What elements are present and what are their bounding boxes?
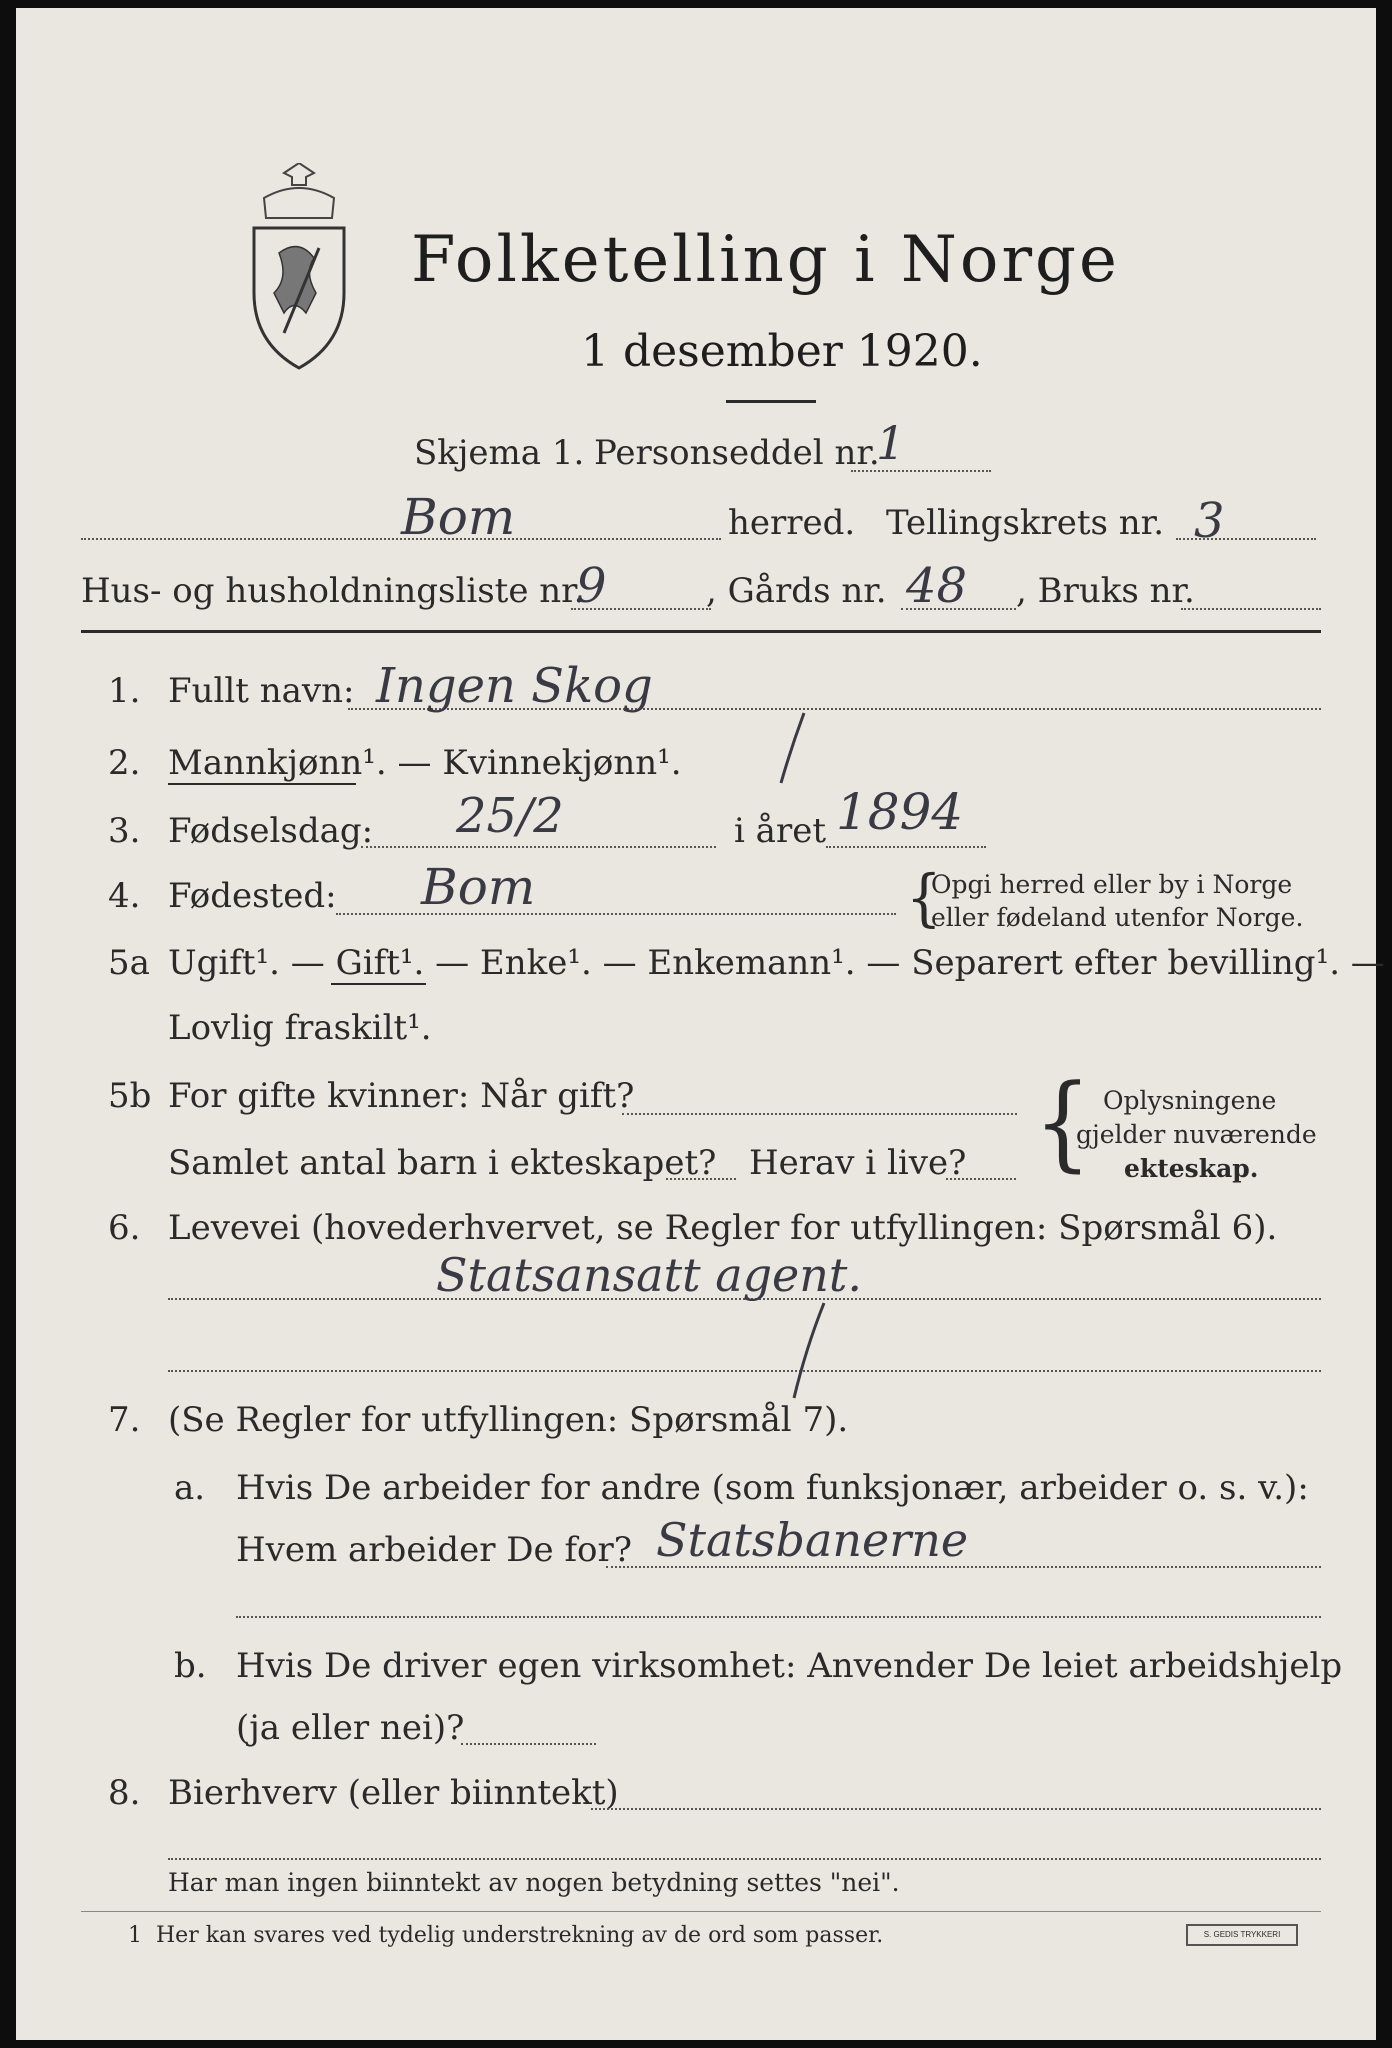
personseddel-line (851, 470, 991, 472)
q5b-line1 (622, 1113, 1017, 1115)
q5a-number: 5a (108, 943, 150, 983)
footnote-mark: 1 (128, 1923, 142, 1948)
census-date: 1 desember 1920. (581, 326, 983, 377)
q3-number: 3. (108, 811, 141, 851)
hus-label: Hus- og husholdningsliste nr. (81, 571, 585, 611)
q1-label: Fullt navn: (168, 671, 355, 711)
title-divider (726, 400, 816, 403)
q8-number: 8. (108, 1773, 141, 1813)
q6-number: 6. (108, 1208, 141, 1248)
q7b-text: Hvis De driver egen virksomhet: Anvender De leiet arbeidshjelp (236, 1646, 1343, 1686)
q4-note1: Opgi herred eller by i Norge (931, 870, 1293, 899)
q3-line (361, 846, 716, 848)
q5b-label1: For gifte kvinner: Når gift? (168, 1076, 635, 1116)
q7a-value: Statsbanerne (656, 1513, 969, 1567)
q5b-note1: Oplysningene (1103, 1086, 1277, 1115)
tellingskrets-label: Tellingskrets nr. (886, 503, 1165, 543)
personseddel-label: Personseddel nr. (594, 433, 880, 473)
q8-label: Bierhverv (eller biinntekt) (168, 1773, 619, 1813)
q5a-line1: Ugift¹. — Gift¹. — Enke¹. — Enkemann¹. — Separert efter bevilling¹. — (168, 943, 1385, 983)
q6-value: Statsansatt agent. (436, 1248, 863, 1302)
q4-brace: { (906, 862, 942, 935)
form-title: Folketelling i Norge (411, 223, 1120, 297)
q5a-line2: Lovlig fraskilt¹. (168, 1008, 432, 1048)
gards-label: , Gårds nr. (706, 571, 887, 611)
herred-value: Bom (401, 488, 516, 546)
q7a-text: Hvis De arbeider for andre (som funksjonær, arbeider o. s. v.): (236, 1468, 1309, 1508)
q8-line1 (591, 1808, 1321, 1810)
q5b-note3: ekteskap. (1124, 1154, 1259, 1183)
q5b-line2 (666, 1178, 736, 1180)
q5b-note2: gjelder nuværende (1076, 1120, 1317, 1149)
personseddel-value: 1 (876, 416, 906, 470)
q2-check-mark (766, 708, 816, 788)
coat-of-arms-icon (244, 163, 354, 373)
q2-number: 2. (108, 743, 141, 783)
bruks-line (1181, 608, 1321, 610)
q2-label: Mannkjønn¹. — Kvinnekjønn¹. (168, 743, 682, 783)
q7a-question: Hvem arbeider De for? (236, 1530, 632, 1570)
q1-number: 1. (108, 671, 141, 711)
q4-value: Bom (421, 858, 536, 916)
q5a-underline (331, 983, 426, 985)
q7b-letter: b. (174, 1646, 207, 1686)
q3-year-label: i året (734, 811, 826, 851)
hus-value: 9 (576, 558, 607, 614)
q7a-letter: a. (174, 1468, 206, 1508)
q5b-label2: Samlet antal barn i ekteskapet? (168, 1143, 717, 1183)
q6-line2 (168, 1370, 1321, 1372)
gards-value: 48 (906, 558, 968, 614)
q3-year-value: 1894 (836, 783, 964, 841)
q7-number: 7. (108, 1400, 141, 1440)
herred-label: herred. (728, 503, 856, 543)
q7b-question: (ja eller nei)? (236, 1708, 465, 1748)
header-rule (81, 630, 1321, 633)
q2-underline (168, 783, 356, 785)
skjema-label: Skjema 1. (414, 433, 585, 473)
q6-check-mark (776, 1298, 836, 1408)
q8-line2 (168, 1858, 1321, 1860)
q5b-line3 (946, 1178, 1016, 1180)
q5b-label3: Herav i live? (749, 1143, 967, 1183)
q4-number: 4. (108, 876, 141, 916)
q5b-number: 5b (108, 1076, 152, 1116)
bruks-label: , Bruks nr. (1016, 571, 1195, 611)
q3-label: Fødselsdag: (168, 811, 374, 851)
q3-year-line (826, 846, 986, 848)
footer-note: Har man ingen biinntekt av nogen betydning settes "nei". (168, 1868, 900, 1897)
q7b-line (461, 1743, 596, 1745)
q5b-brace: { (1034, 1062, 1092, 1183)
footnote-text: Her kan svares ved tydelig understrekning av de ord som passer. (156, 1923, 884, 1948)
footer-rule (81, 1911, 1321, 1912)
q6-label: Levevei (hovederhvervet, se Regler for utfyllingen: Spørsmål 6). (168, 1208, 1278, 1248)
printer-stamp: S. GEDIS TRYKKERI (1186, 1924, 1298, 1946)
q3-value: 25/2 (456, 788, 564, 844)
q7-label: (Se Regler for utfyllingen: Spørsmål 7). (168, 1400, 849, 1440)
q7a-line2 (236, 1616, 1321, 1618)
census-form (16, 8, 1385, 2040)
tellingskrets-value: 3 (1194, 493, 1225, 549)
q1-value: Ingen Skog (376, 658, 653, 714)
q4-label: Fødested: (168, 876, 337, 916)
q4-note2: eller fødeland utenfor Norge. (931, 903, 1304, 932)
q4-line (336, 913, 896, 915)
